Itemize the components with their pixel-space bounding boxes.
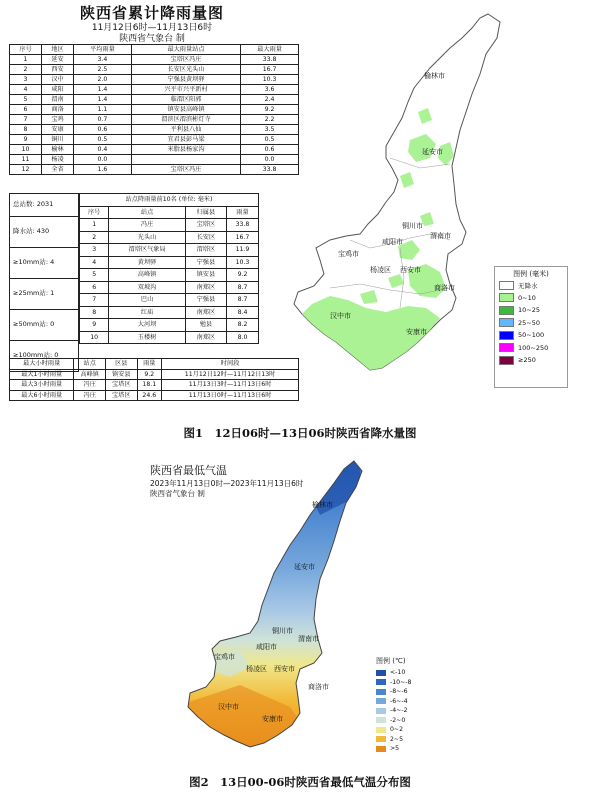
table-row bbox=[10, 55, 299, 65]
temperature-legend bbox=[376, 656, 436, 754]
table-cell: 1.4 bbox=[74, 85, 132, 95]
table-cell: 咸阳 bbox=[42, 85, 74, 95]
legend-swatch bbox=[499, 306, 514, 315]
table-cell: 0.5 bbox=[74, 135, 132, 145]
legend-label: ≥250 bbox=[518, 356, 536, 365]
legend-label: 10~25 bbox=[518, 306, 540, 315]
table-cell: 8.7 bbox=[226, 294, 258, 307]
table-cell: 2 bbox=[80, 231, 109, 244]
legend-item bbox=[376, 725, 436, 735]
table-cell: 8.0 bbox=[226, 331, 258, 344]
table-cell: 米脂县杨家沟 bbox=[131, 145, 240, 155]
table-cell: 镇安县 bbox=[185, 269, 226, 282]
legend-swatch bbox=[499, 343, 514, 352]
table-cell: 12 bbox=[10, 165, 42, 175]
table-cell: 镇安县 bbox=[106, 369, 138, 380]
legend-item bbox=[495, 304, 567, 317]
table-cell: 1.6 bbox=[74, 165, 132, 175]
legend-swatch bbox=[376, 717, 386, 723]
table-cell: 6 bbox=[80, 281, 109, 294]
legend-item bbox=[376, 687, 436, 697]
table-row bbox=[10, 65, 299, 75]
table-cell: 0.4 bbox=[74, 145, 132, 155]
table-cell: 渭塔区 bbox=[185, 244, 226, 257]
table-cell: 延安 bbox=[42, 55, 74, 65]
table-cell: 10.3 bbox=[226, 256, 258, 269]
map-label-xian: 西安市 bbox=[274, 665, 295, 673]
table-cell: 11月13日0时—11月13日6时 bbox=[162, 390, 299, 401]
temperature-fill bbox=[150, 455, 380, 755]
table-cell: 平利县八仙 bbox=[131, 125, 240, 135]
legend-label: -6~-4 bbox=[390, 697, 408, 705]
legend-label: -10~-8 bbox=[390, 678, 412, 686]
table-cell: 1 bbox=[10, 55, 42, 65]
table-cell: 渭南 bbox=[42, 95, 74, 105]
table-row bbox=[10, 75, 299, 85]
legend-swatch bbox=[376, 679, 386, 685]
stat-100mm: ≥100mm站: 0 bbox=[10, 341, 79, 372]
table-header-row bbox=[10, 359, 299, 370]
legend-swatch bbox=[499, 331, 514, 340]
legend-item bbox=[495, 292, 567, 305]
table-cell: 宜君县彭马梁 bbox=[131, 135, 240, 145]
table-header: 站点 bbox=[109, 206, 186, 219]
table-row bbox=[10, 85, 299, 95]
legend-item bbox=[495, 279, 567, 292]
table-row bbox=[80, 256, 259, 269]
table-row bbox=[10, 380, 299, 391]
table-cell: 33.8 bbox=[241, 165, 299, 175]
map-label-hanzhong: 汉中市 bbox=[330, 312, 351, 320]
map-label-xian: 西安市 bbox=[400, 266, 421, 274]
table-cell: 9 bbox=[10, 135, 42, 145]
stat-25mm: ≥25mm站: 1 bbox=[10, 279, 79, 310]
legend-swatch bbox=[499, 356, 514, 365]
table-cell: 4 bbox=[10, 85, 42, 95]
table-cell: 宁强县黄坝驿 bbox=[131, 75, 240, 85]
table-cell: 安康 bbox=[42, 125, 74, 135]
table-cell: 2.5 bbox=[74, 65, 132, 75]
stat-10mm: ≥10mm站: 4 bbox=[10, 248, 79, 279]
table-header: 平均雨量 bbox=[74, 45, 132, 55]
table-cell: 3 bbox=[80, 244, 109, 257]
table-cell: 宝塔区 bbox=[185, 219, 226, 232]
stat-rain: 降水站: 430 bbox=[10, 217, 79, 248]
table-cell: 渭滨区渭滨彬灯寺 bbox=[131, 115, 240, 125]
map-label-yulin: 榆林市 bbox=[424, 72, 445, 80]
table-cell: 长安区 bbox=[185, 231, 226, 244]
table-cell: 8 bbox=[10, 125, 42, 135]
table-cell: 汉中 bbox=[42, 75, 74, 85]
map-label-tongchuan: 铜川市 bbox=[272, 627, 293, 635]
table-cell: 长安区光头山 bbox=[131, 65, 240, 75]
table-header: 区县 bbox=[106, 359, 138, 370]
legend-label: >5 bbox=[390, 745, 400, 753]
legend-item bbox=[376, 744, 436, 754]
table-header: 最大雨量 bbox=[241, 45, 299, 55]
table-header: 最大雨量站点 bbox=[131, 45, 240, 55]
table-caption: 站点降雨量前10名 (单位: 毫米) bbox=[80, 194, 259, 207]
table-row bbox=[10, 135, 299, 145]
table-header: 地区 bbox=[42, 45, 74, 55]
table-cell: 铜川 bbox=[42, 135, 74, 145]
table-cell: 兴平市兴平新村 bbox=[131, 85, 240, 95]
table-row bbox=[10, 369, 299, 380]
table-header: 雨量 bbox=[226, 206, 258, 219]
fig2-caption: 图2 13日00-06时陕西省最低气温分布图 bbox=[189, 775, 411, 789]
table-cell: 渭塔区气象局 bbox=[109, 244, 186, 257]
map-label-yulin: 榆林市 bbox=[312, 501, 333, 509]
fig1-org: 陕西省气象台 制 bbox=[119, 34, 185, 44]
top10-stations-table bbox=[79, 193, 259, 344]
table-row bbox=[10, 125, 299, 135]
table-cell: 11 bbox=[10, 155, 42, 165]
table-cell: 南郑区 bbox=[185, 306, 226, 319]
table-cell: 宁强县 bbox=[185, 294, 226, 307]
table-cell: 全省 bbox=[42, 165, 74, 175]
table-cell: 黄坝驿 bbox=[109, 256, 186, 269]
table-cell: 0.7 bbox=[74, 115, 132, 125]
table-cell: 11.9 bbox=[226, 244, 258, 257]
fig1-caption: 图1 12日06时—13日06时陕西省降水量图 bbox=[183, 426, 417, 440]
table-cell: 11月13日3时—11月13日6时 bbox=[162, 380, 299, 391]
table-cell: 光头山 bbox=[109, 231, 186, 244]
map-label-shangluo: 商洛市 bbox=[434, 284, 455, 292]
table-cell: 大河坝 bbox=[109, 319, 186, 332]
map-label-yanan: 延安市 bbox=[294, 563, 315, 571]
fig2-org: 陕西省气象台 制 bbox=[150, 489, 205, 498]
table-cell: 最大1小时雨量 bbox=[10, 369, 74, 380]
map-label-tongchuan: 铜川市 bbox=[402, 222, 423, 230]
table-row bbox=[80, 281, 259, 294]
fig2-period: 2023年11月13日0时—2023年11月13日6时 bbox=[150, 479, 304, 488]
legend-label: <-10 bbox=[390, 669, 406, 677]
legend-title: 图例 (℃) bbox=[376, 657, 406, 665]
table-row bbox=[80, 244, 259, 257]
table-cell: 9.2 bbox=[241, 105, 299, 115]
table-row bbox=[10, 390, 299, 401]
map-label-shangluo: 商洛市 bbox=[308, 683, 329, 691]
map-label-yanan: 延安市 bbox=[422, 148, 443, 156]
table-cell: 高峰镇 bbox=[109, 269, 186, 282]
legend-label: -2~0 bbox=[390, 716, 406, 724]
table-cell: 0.0 bbox=[241, 155, 299, 165]
map-label-hanzhong: 汉中市 bbox=[218, 703, 239, 711]
table-cell: 7 bbox=[80, 294, 109, 307]
table-cell: 8 bbox=[80, 306, 109, 319]
legend-label: 2~5 bbox=[390, 735, 404, 743]
stat-total: 总站数: 2031 bbox=[10, 194, 79, 217]
legend-label: -8~-6 bbox=[390, 688, 408, 696]
stat-50mm: ≥50mm站: 0 bbox=[10, 310, 79, 341]
table-header-row bbox=[80, 206, 259, 219]
table-cell: 8.7 bbox=[226, 281, 258, 294]
table-row bbox=[10, 165, 299, 175]
table-cell: 10 bbox=[80, 331, 109, 344]
table-cell: 杨凌 bbox=[42, 155, 74, 165]
station-stats-table bbox=[9, 193, 79, 372]
table-header: 时间段 bbox=[162, 359, 299, 370]
table-cell: 10.3 bbox=[241, 75, 299, 85]
table-cell: 3 bbox=[10, 75, 42, 85]
table-cell: 冯庄 bbox=[109, 219, 186, 232]
fig1-title: 陕西省累计降雨量图 bbox=[79, 4, 224, 22]
map-label-yangling: 杨凌区 bbox=[370, 266, 391, 274]
legend-item bbox=[495, 329, 567, 342]
table-cell: 16.7 bbox=[241, 65, 299, 75]
table-cell: 11月12日12时—11月12日13时 bbox=[162, 369, 299, 380]
temperature-map bbox=[150, 455, 380, 755]
legend-swatch bbox=[376, 708, 386, 714]
legend-label: 0~2 bbox=[390, 726, 404, 734]
table-cell: 冯庄 bbox=[74, 380, 106, 391]
map-label-baoji: 宝鸡市 bbox=[214, 653, 235, 661]
table-cell: 2 bbox=[10, 65, 42, 75]
table-cell: 3.6 bbox=[241, 85, 299, 95]
table-header: 站点 bbox=[74, 359, 106, 370]
rainfall-legend bbox=[494, 266, 568, 388]
map-label-yangling: 杨凌区 bbox=[246, 665, 267, 673]
table-cell: 2.4 bbox=[241, 95, 299, 105]
legend-label: 50~100 bbox=[518, 331, 545, 340]
table-cell: 1.1 bbox=[74, 105, 132, 115]
table-row bbox=[80, 331, 259, 344]
fig2-title: 陕西省最低气温 bbox=[150, 464, 227, 477]
table-cell: 商洛 bbox=[42, 105, 74, 115]
table-cell: 9.2 bbox=[137, 369, 162, 380]
max-hourly-rain-table bbox=[9, 358, 299, 401]
legend-swatch bbox=[499, 281, 514, 290]
table-cell: 宝塔区 bbox=[106, 380, 138, 391]
table-cell: 3.4 bbox=[74, 55, 132, 65]
table-cell: 最大6小时雨量 bbox=[10, 390, 74, 401]
table-header-row bbox=[10, 45, 299, 55]
table-cell: 冯庄 bbox=[74, 390, 106, 401]
table-cell: 0.5 bbox=[241, 135, 299, 145]
table-cell: 33.8 bbox=[241, 55, 299, 65]
legend-item bbox=[376, 706, 436, 716]
table-cell: 2.2 bbox=[241, 115, 299, 125]
table-cell: 0.6 bbox=[74, 125, 132, 135]
table-cell: 宝鸡 bbox=[42, 115, 74, 125]
table-header: 序号 bbox=[10, 45, 42, 55]
table-row bbox=[10, 115, 299, 125]
table-cell: 西安 bbox=[42, 65, 74, 75]
map-label-xianyang: 咸阳市 bbox=[382, 238, 403, 246]
legend-item bbox=[376, 697, 436, 707]
legend-item bbox=[495, 342, 567, 355]
legend-label: 100~250 bbox=[518, 343, 549, 352]
table-row bbox=[10, 105, 299, 115]
table-cell: 4 bbox=[80, 256, 109, 269]
table-cell: 1.4 bbox=[74, 95, 132, 105]
table-cell: 高峰镇 bbox=[74, 369, 106, 380]
legend-label: 无降水 bbox=[518, 281, 538, 290]
legend-item bbox=[495, 317, 567, 330]
table-cell: 16.7 bbox=[226, 231, 258, 244]
legend-swatch bbox=[376, 746, 386, 752]
table-row bbox=[10, 155, 299, 165]
table-row bbox=[80, 269, 259, 282]
legend-label: 0~10 bbox=[518, 293, 536, 302]
table-cell: 3.5 bbox=[241, 125, 299, 135]
legend-item bbox=[376, 668, 436, 678]
table-cell: 5 bbox=[80, 269, 109, 282]
table-row bbox=[80, 306, 259, 319]
legend-item bbox=[376, 716, 436, 726]
table-cell: 勉县 bbox=[185, 319, 226, 332]
table-header: 雨量 bbox=[137, 359, 162, 370]
table-cell: 9 bbox=[80, 319, 109, 332]
rainfall-by-region-table bbox=[9, 44, 299, 175]
legend-item bbox=[376, 735, 436, 745]
table-cell: 巴山 bbox=[109, 294, 186, 307]
table-cell: 18.1 bbox=[137, 380, 162, 391]
table-cell: 6 bbox=[10, 105, 42, 115]
table-cell: 最大3小时雨量 bbox=[10, 380, 74, 391]
table-cell: 宝塔区冯庄 bbox=[131, 55, 240, 65]
table-cell: 24.6 bbox=[137, 390, 162, 401]
table-cell: 临渭区阳郭 bbox=[131, 95, 240, 105]
table-cell: 玉楼树 bbox=[109, 331, 186, 344]
table-cell: 0.6 bbox=[241, 145, 299, 155]
legend-swatch bbox=[376, 736, 386, 742]
legend-item bbox=[495, 354, 567, 367]
table-cell: 镇安县高峰镇 bbox=[131, 105, 240, 115]
legend-swatch bbox=[376, 727, 386, 733]
map-label-xianyang: 咸阳市 bbox=[256, 643, 277, 651]
table-cell: 9.2 bbox=[226, 269, 258, 282]
table-row bbox=[80, 319, 259, 332]
table-cell: 南郑区 bbox=[185, 281, 226, 294]
table-cell: 宁强县 bbox=[185, 256, 226, 269]
table-cell: 红庙 bbox=[109, 306, 186, 319]
fig1-period: 11月12日6时—11月13日6时 bbox=[91, 23, 213, 33]
map-label-ankang: 安康市 bbox=[406, 328, 427, 336]
map-label-ankang: 安康市 bbox=[262, 715, 283, 723]
table-cell bbox=[131, 155, 240, 165]
table-row bbox=[10, 95, 299, 105]
rainfall-map bbox=[290, 8, 520, 398]
legend-item bbox=[376, 678, 436, 688]
table-cell: 榆林 bbox=[42, 145, 74, 155]
map-label-baoji: 宝鸡市 bbox=[338, 250, 359, 258]
legend-swatch bbox=[499, 293, 514, 302]
table-cell: 2.0 bbox=[74, 75, 132, 85]
table-cell: 宝塔区 bbox=[106, 390, 138, 401]
legend-swatch bbox=[376, 698, 386, 704]
legend-title: 图例 (毫米) bbox=[513, 270, 549, 278]
table-cell: 1 bbox=[80, 219, 109, 232]
legend-label: -4~-2 bbox=[390, 707, 408, 715]
table-cell: 5 bbox=[10, 95, 42, 105]
table-cell: 7 bbox=[10, 115, 42, 125]
map-label-weinan: 渭南市 bbox=[430, 232, 451, 240]
table-cell: 33.8 bbox=[226, 219, 258, 232]
table-cell: 0.0 bbox=[74, 155, 132, 165]
table-header: 归属县 bbox=[185, 206, 226, 219]
table-cell: 双坡沟 bbox=[109, 281, 186, 294]
table-row bbox=[80, 294, 259, 307]
table-cell: 南郑区 bbox=[185, 331, 226, 344]
table-cell: 10 bbox=[10, 145, 42, 155]
table-header: 序号 bbox=[80, 206, 109, 219]
table-row bbox=[80, 231, 259, 244]
map-label-weinan: 渭南市 bbox=[298, 635, 319, 643]
table-cell: 宝塔区冯庄 bbox=[131, 165, 240, 175]
table-header: 最大小时雨量 bbox=[10, 359, 74, 370]
legend-label: 25~50 bbox=[518, 318, 540, 327]
table-cell: 8.4 bbox=[226, 306, 258, 319]
table-cell: 8.2 bbox=[226, 319, 258, 332]
legend-swatch bbox=[499, 318, 514, 327]
table-row bbox=[10, 145, 299, 155]
legend-swatch bbox=[376, 689, 386, 695]
table-row bbox=[80, 219, 259, 232]
legend-swatch bbox=[376, 670, 386, 676]
